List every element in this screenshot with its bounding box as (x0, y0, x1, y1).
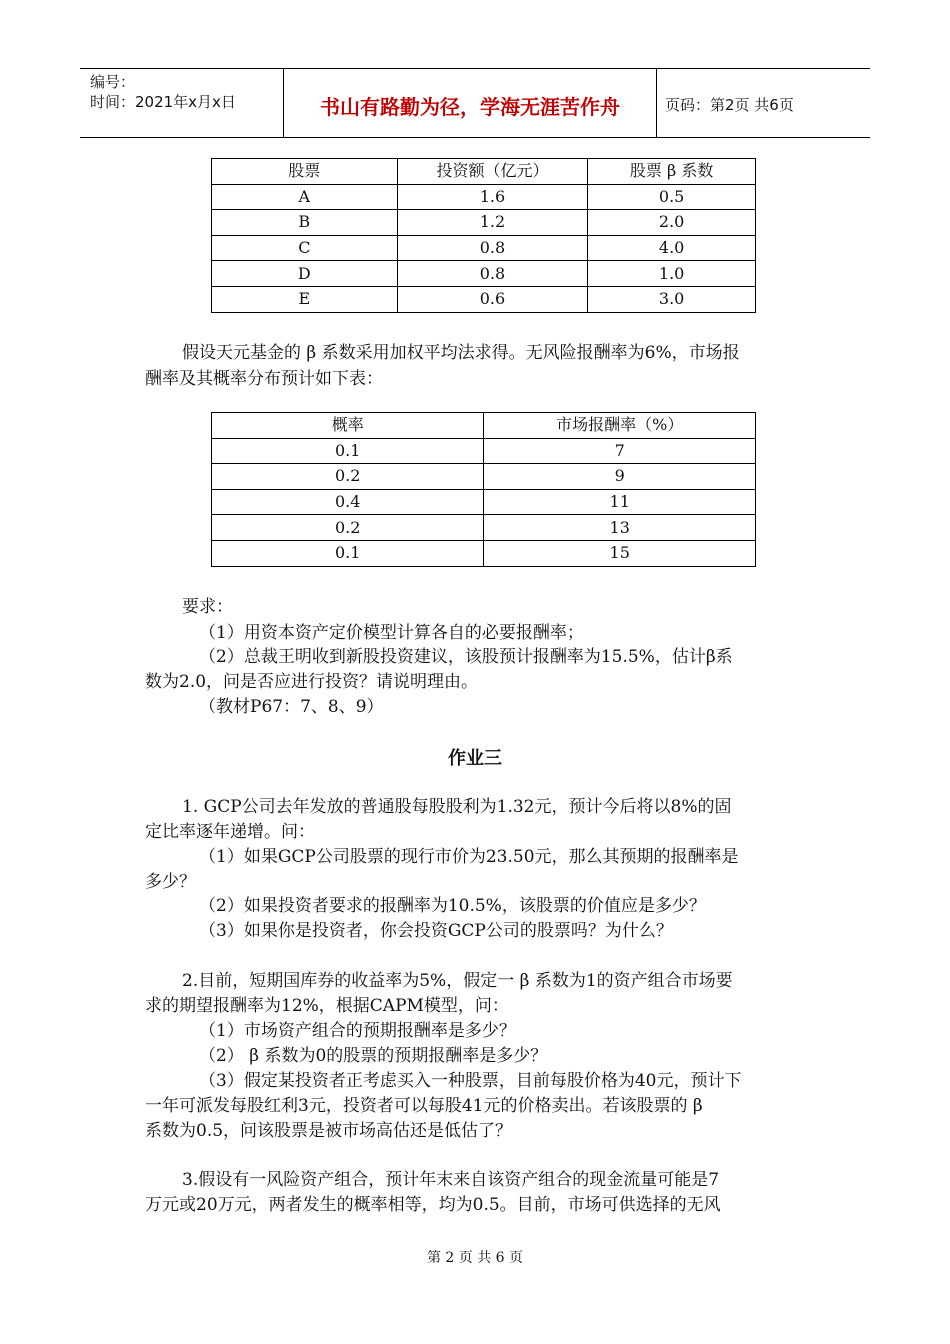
question-line: （1）如果GCP公司股票的现行市价为23.50元，那么其预期的报酬率是 (199, 847, 739, 867)
section-title: 作业三 (448, 748, 502, 769)
question-line: （1）市场资产组合的预期报酬率是多少？ (199, 1021, 516, 1041)
table-cell: C (212, 235, 398, 261)
table-row (212, 261, 756, 287)
question-line: 1. GCP公司去年发放的普通股每股股利为1.32元，预计今后将以8%的固 (182, 797, 732, 817)
question-line: 一年可派发每股红利3元，投资者可以每股41元的价格卖出。若该股票的 β (145, 1096, 703, 1116)
requirement-item: 数为2.0，问是否应进行投资？请说明理由。 (145, 672, 479, 692)
table-row (212, 515, 756, 541)
table-cell: 0.6 (397, 286, 588, 312)
table-cell: 9 (484, 464, 756, 490)
stock-beta-table (211, 158, 756, 313)
table-header-cell: 投资额（亿元） (397, 159, 588, 185)
table-cell: 4.0 (588, 235, 756, 261)
table-cell: 13 (484, 515, 756, 541)
table-cell: A (212, 184, 398, 210)
date-label: 时间：2021年x月x日 (90, 93, 236, 111)
table-cell: 1.2 (397, 210, 588, 236)
requirement-item: （1）用资本资产定价模型计算各自的必要报酬率； (199, 623, 584, 643)
question-line: 2.目前，短期国库券的收益率为5%，假定一 β 系数为1的资产组合市场要 (182, 971, 733, 991)
table-cell: 1.0 (588, 261, 756, 287)
requirements-heading: 要求： (182, 597, 233, 617)
table-cell: 0.1 (212, 438, 484, 464)
table-header-cell: 股票 (212, 159, 398, 185)
table-row (212, 489, 756, 515)
table-cell: 11 (484, 489, 756, 515)
table-cell: B (212, 210, 398, 236)
question-line: 系数为0.5，问该股票是被市场高估还是低估了？ (145, 1121, 513, 1141)
paragraph-line: 酬率及其概率分布预计如下表： (145, 369, 383, 389)
question-line: 求的期望报酬率为12%，根据CAPM模型，问： (145, 996, 509, 1016)
table-cell: 2.0 (588, 210, 756, 236)
table-cell: 1.6 (397, 184, 588, 210)
table-header-cell: 市场报酬率（%） (484, 413, 756, 439)
table-cell: 0.8 (397, 235, 588, 261)
question-line: 多少？ (145, 872, 196, 892)
market-return-table (211, 412, 756, 567)
page-header (80, 68, 870, 138)
header-left-cell (80, 69, 284, 137)
table-cell: 0.5 (588, 184, 756, 210)
number-label: 编号： (90, 73, 136, 91)
table-header-row (212, 159, 756, 185)
table-row (212, 235, 756, 261)
textbook-reference: （教材P67：7、8、9） (199, 697, 384, 717)
table-cell: E (212, 286, 398, 312)
table-cell: 15 (484, 540, 756, 566)
table-cell: 0.4 (212, 489, 484, 515)
question-line: （2）如果投资者要求的报酬率为10.5%，该股票的价值应是多少？ (199, 896, 706, 916)
table-row (212, 540, 756, 566)
table-cell: D (212, 261, 398, 287)
question-line: 定比率逐年递增。问： (145, 822, 315, 842)
question-line: （3）如果你是投资者，你会投资GCP公司的股票吗？为什么？ (199, 921, 673, 941)
table-row (212, 464, 756, 490)
requirement-item: （2）总裁王明收到新股投资建议，该股预计报酬率为15.5%，估计β系 (199, 647, 733, 667)
question-line: （3）假定某投资者正考虑买入一种股票，目前每股价格为40元，预计下 (199, 1071, 742, 1091)
question-line: （2） β 系数为0的股票的预期报酬率是多少？ (199, 1046, 548, 1066)
header-motto-cell (284, 69, 657, 137)
question-line: 万元或20万元，两者发生的概率相等，均为0.5。目前，市场可供选择的无风 (145, 1195, 721, 1215)
table-cell: 0.1 (212, 540, 484, 566)
table-row (212, 210, 756, 236)
page-info: 页码：第2页 共6页 (665, 96, 794, 114)
table-cell: 0.2 (212, 464, 484, 490)
table-cell: 0.2 (212, 515, 484, 541)
motto: 书山有路勤为径，学海无涯苦作舟 (320, 95, 620, 119)
table-cell: 3.0 (588, 286, 756, 312)
table-row (212, 438, 756, 464)
table-row (212, 184, 756, 210)
header-page-cell (657, 69, 870, 137)
table-row (212, 286, 756, 312)
table-header-row (212, 413, 756, 439)
paragraph-line: 假设天元基金的 β 系数采用加权平均法求得。无风险报酬率为6%，市场报 (182, 343, 740, 363)
table-header-cell: 概率 (212, 413, 484, 439)
page-footer: 第 2 页 共 6 页 (426, 1250, 524, 1266)
table-cell: 0.8 (397, 261, 588, 287)
table-cell: 7 (484, 438, 756, 464)
table-header-cell: 股票 β 系数 (588, 159, 756, 185)
question-line: 3.假设有一风险资产组合，预计年末来自该资产组合的现金流量可能是7 (182, 1170, 720, 1190)
